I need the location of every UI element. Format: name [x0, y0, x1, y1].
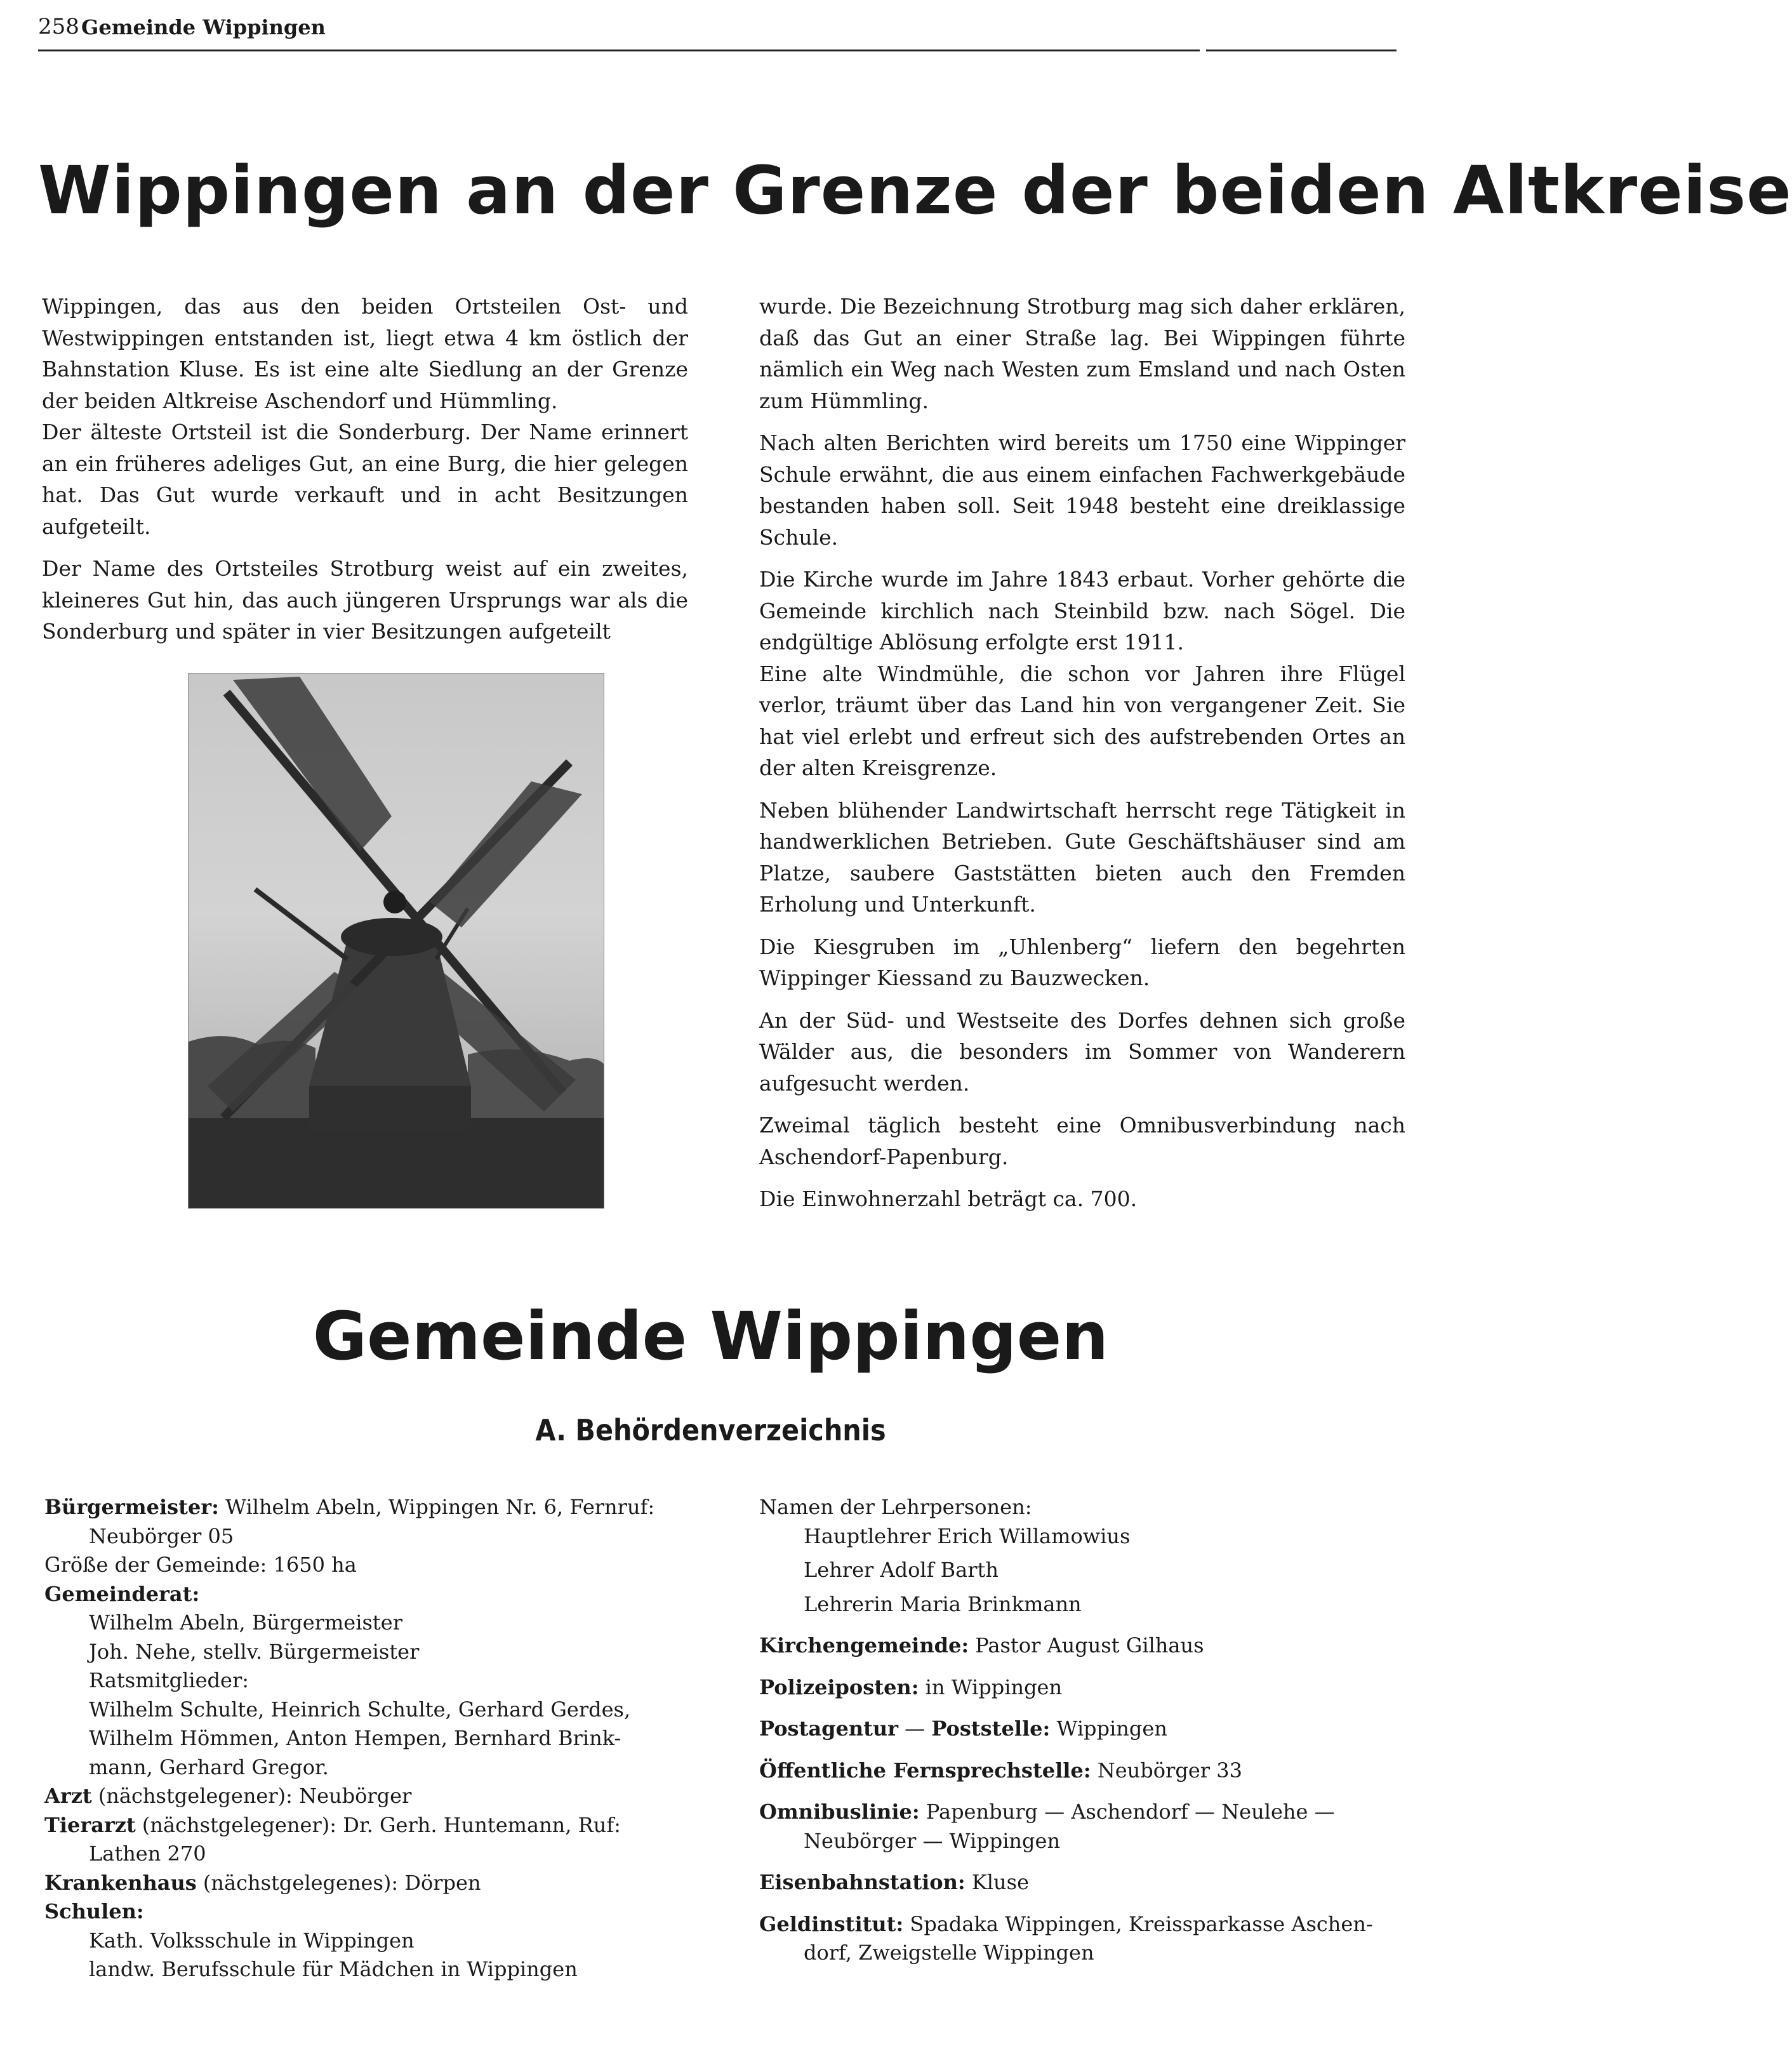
entry-continuation: Neubörger — Wippingen	[804, 1828, 1061, 1853]
entry-label: Bürgermeister:	[44, 1495, 219, 1519]
gemeinderat-line: Wilhelm Abeln, Bürgermeister	[89, 1610, 402, 1635]
gemeinderat-line: Joh. Nehe, stellv. Bürgermeister	[89, 1639, 420, 1664]
entry-value: Kluse	[965, 1870, 1029, 1894]
entry-label: Poststelle:	[931, 1716, 1051, 1741]
article-paragraph: Neben blühender Landwirtschaft herrscht rege Tätigkeit in handwerklichen Betrieben. Gute Geschäftshäuser sind am Platze, saubere Gaststätten bieten auch den Fremden Erholung und Unterkunft.	[759, 797, 1405, 917]
page-header	[38, 14, 1397, 53]
entry-value: Pastor August Gilhaus	[969, 1633, 1204, 1657]
gemeinderat-line: Wilhelm Hömmen, Anton Hempen, Bernhard Brink-	[89, 1726, 621, 1750]
article-paragraph: Zweimal täglich besteht eine Omnibusverbindung nach Aschendorf-Papenburg.	[759, 1113, 1405, 1169]
lehrer-entry	[759, 1493, 1407, 1522]
entry-label: Gemeinderat:	[44, 1581, 200, 1606]
entry-value: Wilhelm Abeln, Wippingen Nr. 6, Fernruf:	[225, 1495, 655, 1519]
directory-left-column	[44, 1493, 692, 1984]
entry-label: Eisenbahnstation:	[759, 1870, 966, 1894]
article-right-column	[759, 291, 1405, 1226]
lehrer-line: Hauptlehrer Erich Willamowius	[804, 1523, 1131, 1548]
lehrer-line: Lehrerin Maria Brinkmann	[804, 1591, 1082, 1616]
article-left-column	[42, 291, 688, 658]
krankenhaus-entry	[44, 1869, 692, 1898]
article-paragraph: Die Kirche wurde im Jahre 1843 erbaut. Vorher gehörte die Gemeinde kirchlich nach Steinbild bzw. nach Sögel. Die endgültige Ablösung erfolgte erst 1911. Eine alte Windmühle, die schon vor Jahren ihre Flügel verlor, träumt über das Land hin von vergangener Zeit. Sie hat viel erlebt und erfreut sich des aufstrebenden Ortes an der alten Kreisgrenze.	[759, 567, 1405, 780]
entry-value: Neubörger 33	[1091, 1758, 1242, 1782]
buergermeister-entry	[44, 1493, 692, 1522]
bahn-entry	[759, 1868, 1407, 1897]
article-paragraph: Wippingen, das aus den beiden Ortsteilen Ost- und Westwippingen entstanden ist, liegt etwa 4 km östlich der Bahnstation Kluse. Es ist eine alte Siedlung an der Grenze der beiden Altkreise Aschendorf und Hümmling. Der älteste Ortsteil ist die Sonderburg. Der Name erinnert an ein früheres adeliges Gut, an eine Burg, die hier gelegen hat. Das Gut wurde verkauft und in acht Besitzungen aufgeteilt.	[42, 294, 688, 539]
header-rule-short	[1206, 50, 1397, 51]
gemeinderat-line: Wilhelm Schulte, Heinrich Schulte, Gerhard Gerdes,	[89, 1697, 631, 1722]
groesse-entry: Größe der Gemeinde: 1650 ha	[44, 1553, 357, 1577]
entry-label: Krankenhaus	[44, 1870, 197, 1895]
article-paragraph: Der Name des Ortsteiles Strotburg weist auf ein zweites, kleineres Gut hin, das auch jüngeren Ursprungs war als die Sonderburg und später in vier Besitzungen aufgeteilt	[42, 556, 688, 644]
entry-value: Spadaka Wippingen, Kreissparkasse Aschen-	[903, 1911, 1373, 1936]
entry-label: Schulen:	[44, 1899, 144, 1923]
entry-value: in Wippingen	[919, 1675, 1063, 1699]
entry-value: (nächstgelegener): Dr. Gerh. Huntemann, Ruf:	[135, 1812, 621, 1837]
article-paragraph: wurde. Die Bezeichnung Strotburg mag sich daher erklären, daß das Gut an einer Straße lag. Bei Wippingen führte nämlich ein Weg nach Westen zum Emsland und nach Osten zum Hümmling.	[759, 294, 1405, 413]
entry-label: Omnibuslinie:	[759, 1800, 920, 1824]
entry-label: Namen der Lehrpersonen:	[759, 1495, 1032, 1519]
running-title: Gemeinde Wippingen	[81, 15, 326, 39]
header-rule	[38, 50, 1200, 51]
entry-separator: —	[898, 1716, 932, 1741]
article-paragraph: Nach alten Berichten wird bereits um 1750 eine Wippinger Schule erwähnt, die aus einem einfachen Fachwerkgebäude bestanden haben soll. Seit 1948 besteht eine dreiklassige Schule.	[759, 430, 1405, 550]
entry-continuation: Lathen 270	[89, 1842, 206, 1866]
entry-label: Polizeiposten:	[759, 1675, 919, 1699]
entry-label: Postagentur	[759, 1716, 898, 1741]
article-title: Wippingen an der Grenze der beiden Altkreise	[38, 152, 1792, 229]
section-title: Gemeinde Wippingen	[312, 1298, 1109, 1375]
fernsprech-entry	[759, 1756, 1407, 1786]
post-entry	[759, 1715, 1407, 1744]
article-paragraph: An der Süd- und Westseite des Dorfes dehnen sich große Wälder aus, die besonders im Sommer von Wanderern aufgesucht werden.	[759, 1007, 1405, 1096]
entry-label: Geldinstitut:	[759, 1911, 904, 1936]
entry-label: Öffentliche Fernsprechstelle:	[759, 1758, 1091, 1782]
entry-value: (nächstgelegenes): Dörpen	[196, 1870, 481, 1895]
entry-value: Wippingen	[1050, 1716, 1167, 1741]
entry-continuation: Neubörger 05	[89, 1523, 234, 1548]
entry-label: Arzt	[44, 1784, 92, 1808]
section-subtitle: A. Behördenverzeichnis	[535, 1413, 886, 1447]
schulen-entry	[44, 1897, 692, 1927]
gemeinderat-entry	[44, 1580, 692, 1609]
article-paragraph: Die Kiesgruben im „Uhlenberg“ liefern den begehrten Wippinger Kiessand zu Bauzwecken.	[759, 934, 1405, 990]
article-paragraph: Die Einwohnerzahl beträgt ca. 700.	[759, 1186, 1138, 1211]
entry-label: Tierarzt	[44, 1812, 136, 1837]
entry-label: Kirchengemeinde:	[759, 1633, 969, 1657]
omnibus-entry	[759, 1798, 1407, 1827]
entry-value: Papenburg — Aschendorf — Neulehe —	[919, 1800, 1335, 1824]
windmill-photo	[188, 673, 604, 1209]
entry-continuation: dorf, Zweigstelle Wippingen	[804, 1941, 1094, 1965]
kirche-entry	[759, 1631, 1407, 1661]
gemeinderat-line: mann, Gerhard Gregor.	[89, 1755, 329, 1779]
tierarzt-entry	[44, 1811, 692, 1840]
windmill-icon	[189, 674, 604, 1208]
lehrer-line: Lehrer Adolf Barth	[804, 1558, 999, 1582]
gemeinderat-line: Ratsmitglieder:	[89, 1668, 249, 1692]
schulen-line: landw. Berufsschule für Mädchen in Wippingen	[89, 1957, 578, 1981]
arzt-entry	[44, 1782, 692, 1811]
entry-value: (nächstgelegener): Neubörger	[91, 1784, 412, 1808]
directory-right-column	[759, 1493, 1407, 1981]
geld-entry	[759, 1910, 1407, 1939]
schulen-line: Kath. Volksschule in Wippingen	[89, 1928, 415, 1953]
polizei-entry	[759, 1673, 1407, 1703]
page-number: 258	[38, 14, 79, 39]
